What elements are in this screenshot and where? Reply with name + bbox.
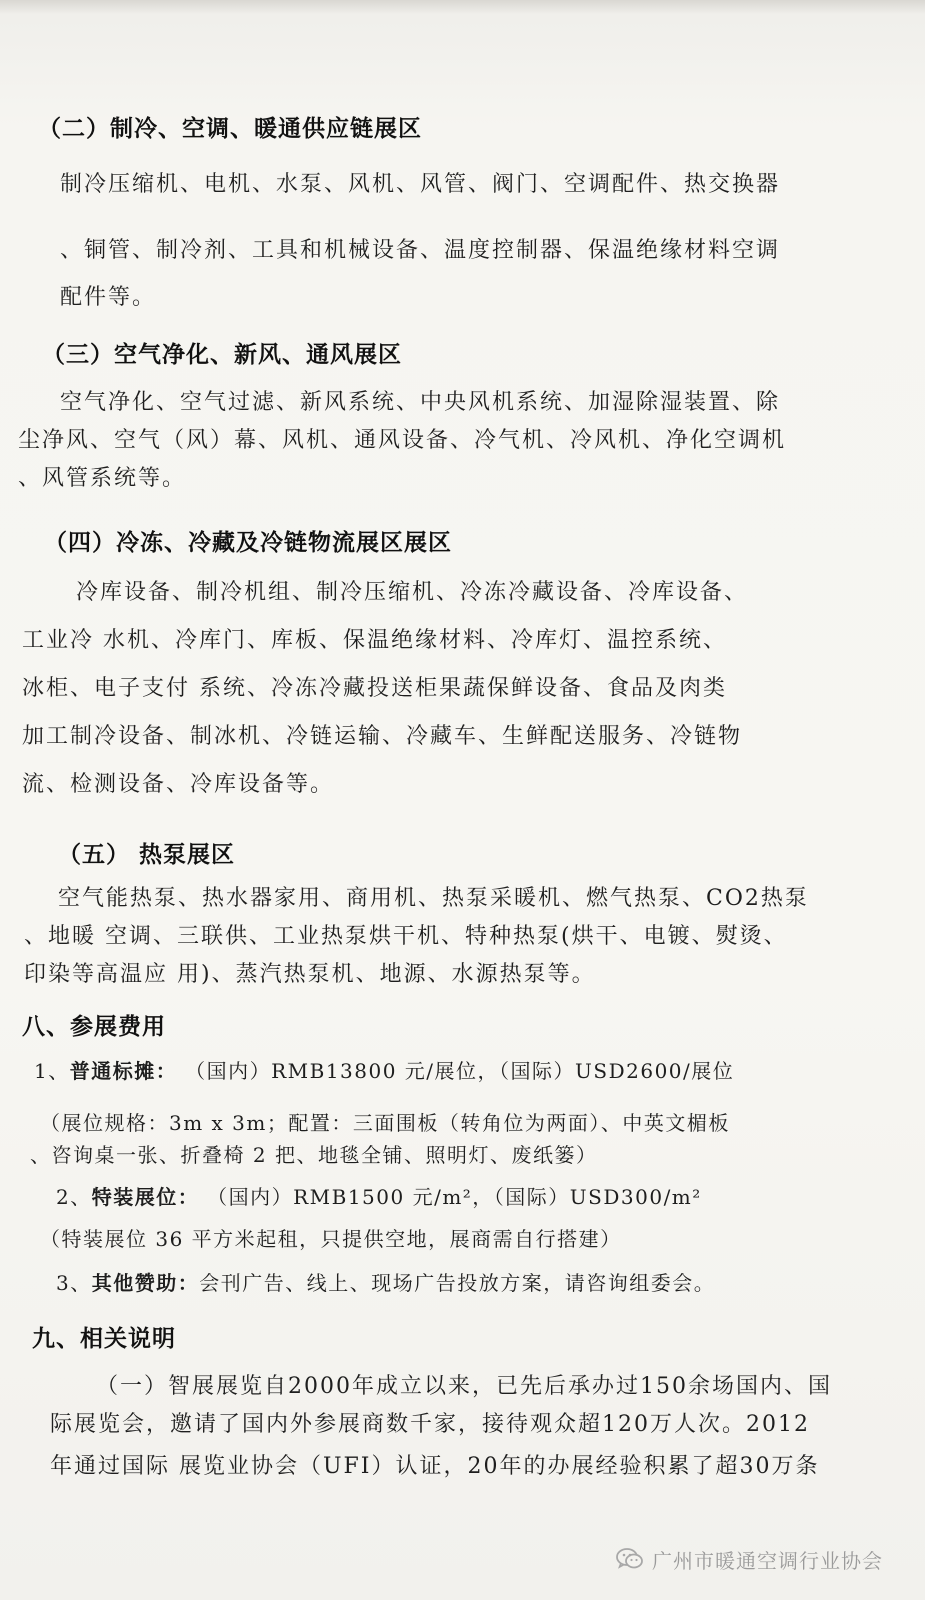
fee-item-special-booth [56,1182,702,1212]
fee-item-note: （展位规格：3m x 3m；配置：三面围板（转角位为两面）、中英文楣板 [40,1111,730,1135]
fee-item-sponsorship [56,1268,715,1298]
section-2-heading: （二）制冷、空调、暖通供应链展区 [38,116,422,142]
section-5-line: 空气能热泵、热水器家用、商用机、热泵采暖机、燃气热泵、CO2热泵 [58,886,809,911]
fee-item-label: 特装展位： [91,1185,200,1209]
section-4-line: 冰柜、电子支付 系统、冷冻冷藏投送柜果蔬保鲜设备、食品及肉类 [22,676,727,701]
section-2-line: 、铜管、制冷剂、工具和机械设备、温度控制器、保温绝缘材料空调 [60,238,781,263]
section-4-line: 工业冷 水机、冷库门、库板、保温绝缘材料、冷库灯、温控系统、 [22,628,727,653]
section-3-line: 尘净风、空气（风）幕、风机、通风设备、冷气机、冷风机、净化空调机 [18,428,787,453]
section-3-heading: （三）空气净化、新风、通风展区 [42,342,402,368]
watermark [616,1544,883,1574]
fee-item-label: 其他赞助： [91,1271,200,1295]
page-edge-shadow [0,0,925,14]
fee-item-label: 普通标摊： [69,1059,178,1083]
section-5-line: 、地暖 空调、三联供、工业热泵烘干机、特种热泵(烘干、电镀、熨烫、 [24,924,788,949]
section-4-line: 加工制冷设备、制冰机、冷链运输、冷藏车、生鲜配送服务、冷链物 [22,724,743,749]
fee-item-number: 2、 [56,1185,92,1209]
fee-item-number: 1、 [34,1059,70,1083]
fee-item-text: 会刊广告、线上、现场广告投放方案，请咨询组委会。 [199,1271,716,1295]
fee-item-price: （国内）RMB13800 元/展位，（国际）USD2600/展位 [185,1059,735,1083]
section-2-line: 制冷压缩机、电机、水泵、风机、风管、阀门、空调配件、热交换器 [60,172,781,197]
fee-item-price: （国内）RMB1500 元/m²，（国际）USD300/m² [207,1185,702,1209]
fee-item-number: 3、 [56,1271,92,1295]
section-9-line: 际展览会，邀请了国内外参展商数千家，接待观众超120万人次。2012 [50,1412,810,1437]
section-4-heading: （四）冷冻、冷藏及冷链物流展区展区 [44,530,452,556]
section-4-line: 冷库设备、制冷机组、制冷压缩机、冷冻冷藏设备、冷库设备、 [76,580,749,605]
section-5-line: 印染等高温应 用)、蒸汽热泵机、地源、水源热泵等。 [24,962,596,987]
section-8-heading: 八、参展费用 [22,1014,166,1040]
fee-item-standard-booth [34,1056,734,1086]
fee-item-note: （特装展位 36 平方米起租，只提供空地，展商需自行搭建） [40,1227,622,1251]
section-9-heading: 九、相关说明 [32,1326,176,1352]
section-4-line: 流、检测设备、冷库设备等。 [22,772,335,797]
section-3-line: 、风管系统等。 [18,466,187,491]
watermark-text: 广州市暖通空调行业协会 [652,1548,883,1573]
section-2-line: 配件等。 [60,285,157,310]
fee-item-note: 、咨询桌一张、折叠椅 2 把、地毯全铺、照明灯、废纸篓） [30,1143,598,1167]
wechat-icon [616,1547,644,1571]
section-9-line: （一）智展展览自2000年成立以来，已先后承办过150余场国内、国 [96,1374,832,1399]
section-3-line: 空气净化、空气过滤、新风系统、中央风机系统、加湿除湿装置、除 [60,390,781,415]
section-9-line: 年通过国际 展览业协会（UFI）认证，20年的办展经验积累了超30万条 [50,1454,820,1479]
section-5-heading: （五） 热泵展区 [58,842,236,868]
